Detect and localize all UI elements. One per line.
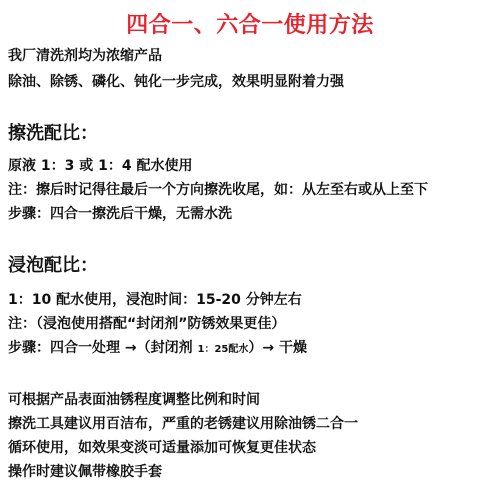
soak-step-suffix: ）→ 干燥 bbox=[248, 340, 307, 356]
note-line: 操作时建议佩带橡胶手套 bbox=[8, 464, 162, 480]
scrub-note-line: 注：擦后时记得往最后一个方向擦洗收尾，如：从左至右或从上至下 bbox=[8, 182, 428, 198]
section-heading-scrub: 擦洗配比： bbox=[8, 123, 98, 144]
intro-line: 除油、除锈、磷化、钝化一步完成，效果明显附着力强 bbox=[8, 74, 344, 90]
soak-step-line bbox=[8, 340, 307, 358]
scrub-step-line: 步骤：四合一擦洗后干燥，无需水洗 bbox=[8, 206, 232, 222]
page-title: 四合一、六合一使用方法 bbox=[126, 13, 374, 38]
soak-ratio-line: 1：10 配水使用，浸泡时间：15-20 分钟左右 bbox=[8, 292, 302, 308]
note-line: 擦洗工具建议用百洁布，严重的老锈建议用除油锈二合一 bbox=[8, 416, 358, 432]
intro-line: 我厂清洗剂均为浓缩产品 bbox=[8, 48, 162, 64]
scrub-ratio-line: 原液 1：3 或 1：4 配水使用 bbox=[8, 158, 193, 174]
soak-step-prefix: 步骤：四合一处理 →（封闭剂 bbox=[8, 340, 198, 356]
soak-note-line: 注：（浸泡使用搭配“封闭剂”防锈效果更佳） bbox=[8, 316, 286, 332]
note-line: 循环使用，如效果变淡可适量添加可恢复更佳状态 bbox=[8, 440, 316, 456]
section-heading-soak: 浸泡配比： bbox=[8, 255, 98, 276]
note-line: 可根据产品表面油锈程度调整比例和时间 bbox=[8, 392, 260, 408]
sealant-ratio: 1：25配水 bbox=[197, 344, 249, 355]
